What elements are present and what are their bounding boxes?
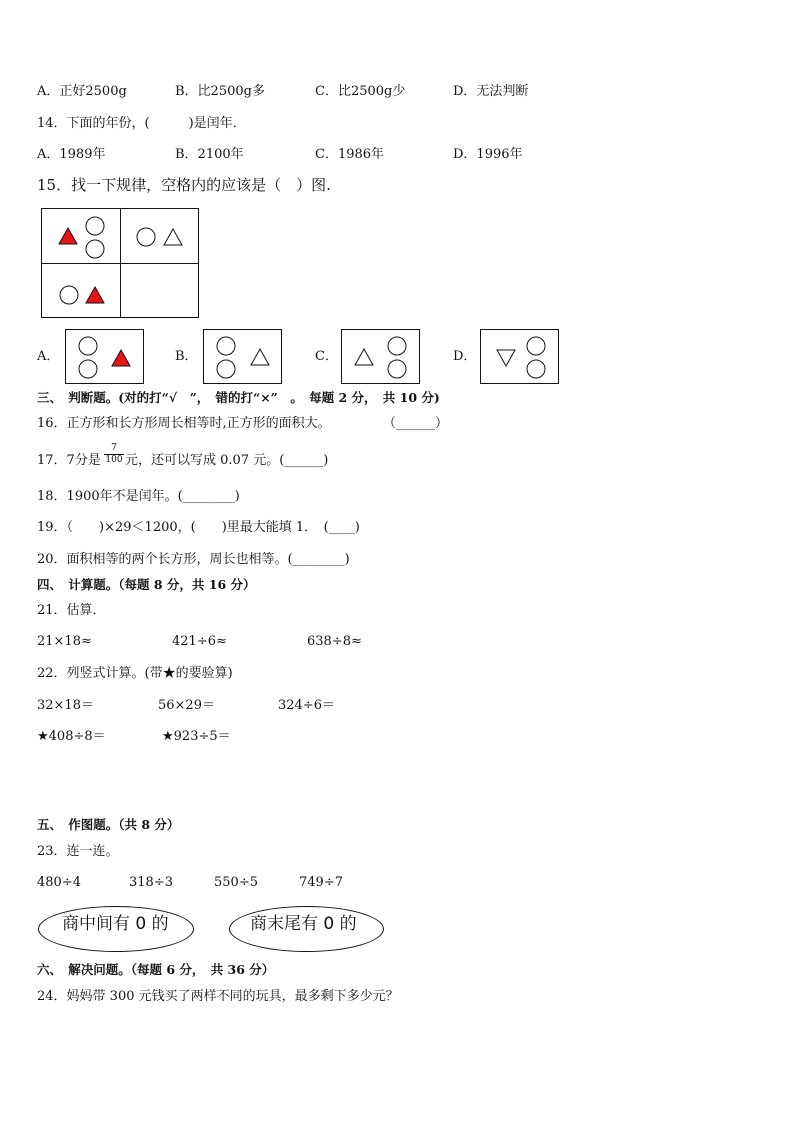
q14-option-d: D．1996年 [453, 147, 523, 162]
q16-blank[interactable]: （______） [383, 416, 449, 431]
oval-label-middle-zero: 商中间有 0 的 [62, 914, 169, 934]
circle-icon [388, 360, 406, 378]
circle-icon [527, 360, 545, 378]
q15-option-c-figure[interactable] [341, 329, 420, 384]
q14-option-b: B．2100年 [175, 147, 244, 162]
circle-icon [217, 337, 235, 355]
q23-item-2[interactable]: 318÷3 [129, 875, 173, 890]
triangle-icon [355, 349, 373, 365]
q18-text: 18．1900年不是闰年。(________) [37, 489, 240, 504]
q23-item-1[interactable]: 480÷4 [37, 875, 81, 890]
pattern-grid [41, 208, 199, 318]
red-triangle-icon [59, 228, 77, 244]
section-4-title: 四、 计算题。（每题 8 分，共 16 分） [37, 577, 256, 592]
q20-text: 20．面积相等的两个长方形，周长也相等。(________) [37, 552, 350, 567]
q22-stem: 22．列竖式计算。(带★的要验算) [37, 666, 233, 681]
inverted-triangle-icon [497, 350, 515, 366]
q14-option-a: A．1989年 [37, 147, 106, 162]
q16-text: 16．正方形和长方形周长相等时,正方形的面积大。 [37, 416, 331, 431]
q13-option-c: C．比2500g少 [315, 84, 406, 99]
circle-icon [79, 337, 97, 355]
q15-option-d-label[interactable]: D． [453, 349, 477, 364]
triangle-icon [164, 229, 182, 245]
q13-option-b: B．比2500g多 [175, 84, 265, 99]
q15-option-a-label[interactable]: A． [37, 349, 60, 364]
circle-icon [388, 337, 406, 355]
q23-item-3[interactable]: 550÷5 [214, 875, 258, 890]
fraction-denominator: 100 [105, 455, 123, 465]
q22-row1-item-1: 32×18＝ [37, 698, 94, 713]
q21-item-2: 421÷6≈ [172, 634, 227, 649]
section-3-title: 三、 判断题。(对的打“√ ”， 错的打“×” 。 每题 2 分， 共 10 分) [37, 390, 440, 405]
circle-icon [79, 360, 97, 378]
fraction-numerator: 7 [111, 443, 117, 453]
q22-row1-item-3: 324÷6＝ [278, 698, 335, 713]
q17-fraction [102, 444, 126, 465]
pattern-grid-shapes [42, 209, 200, 319]
oval-label-end-zero: 商末尾有 0 的 [250, 914, 357, 934]
circle-icon [217, 360, 235, 378]
section-6-title: 六、 解决问题。（每题 6 分， 共 36 分） [37, 962, 275, 977]
q23-item-4[interactable]: 749÷7 [299, 875, 343, 890]
q15-option-a-figure[interactable] [65, 329, 144, 384]
q17-suffix: 元，还可以写成 0.07 元。(______) [125, 453, 329, 468]
q22-row2-item-2: ★923÷5＝ [162, 729, 231, 744]
triangle-icon [251, 349, 269, 365]
red-triangle-icon [112, 350, 130, 366]
q22-row2-item-1: ★408÷8＝ [37, 729, 106, 744]
circle-icon [137, 228, 155, 246]
q19-text: 19．（ )×29＜1200，( )里最大能填 1． (____) [37, 520, 360, 535]
q14-stem: 14．下面的年份，( )是闰年． [37, 116, 246, 131]
circle-icon [60, 286, 78, 304]
q15-stem: 15．找一下规律，空格内的应该是（ ）图. [37, 176, 331, 194]
q14-option-c: C．1986年 [315, 147, 385, 162]
circle-icon [86, 240, 104, 258]
q21-item-1: 21×18≈ [37, 634, 92, 649]
red-triangle-icon [86, 287, 104, 303]
q23-stem: 23．连一连。 [37, 844, 119, 859]
q15-option-c-label[interactable]: C． [315, 349, 338, 364]
q21-item-3: 638÷8≈ [307, 634, 362, 649]
circle-icon [86, 217, 104, 235]
q17-prefix: 17．7分是 [37, 453, 101, 468]
q13-option-d: D．无法判断 [453, 84, 529, 99]
q21-stem: 21．估算． [37, 603, 106, 618]
circle-icon [527, 337, 545, 355]
section-5-title: 五、 作图题。（共 8 分） [37, 817, 180, 832]
q15-option-b-label[interactable]: B． [175, 349, 198, 364]
q22-row1-item-2: 56×29＝ [158, 698, 215, 713]
q15-option-d-figure[interactable] [480, 329, 559, 384]
q15-option-b-figure[interactable] [203, 329, 282, 384]
q13-option-a: A．正好2500g [37, 84, 127, 99]
q24-text: 24．妈妈带 300 元钱买了两样不同的玩具，最多剩下多少元？ [37, 989, 399, 1004]
